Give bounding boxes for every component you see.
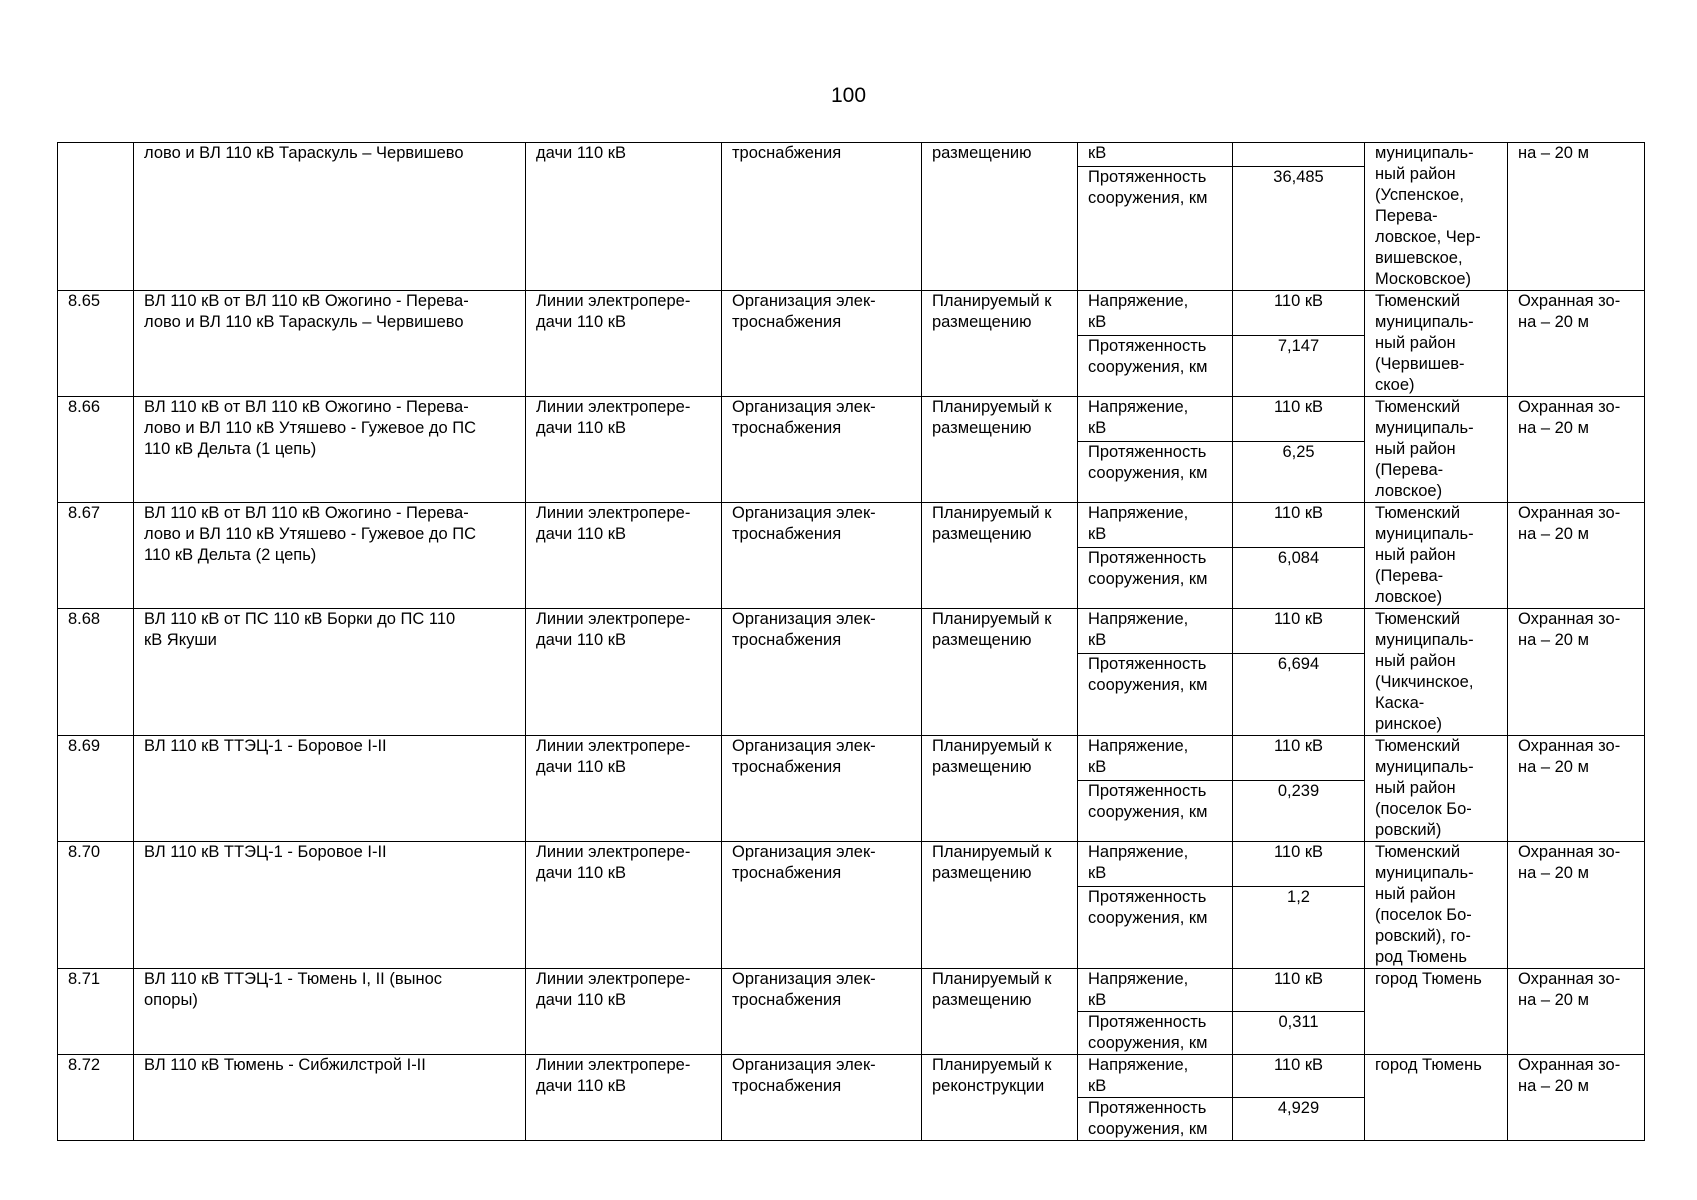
object-purpose-cell <box>722 397 922 503</box>
cell-line: (поселок Бо- <box>1375 906 1472 924</box>
cell-line: Напряжение, <box>1088 292 1189 310</box>
cell-line: Перева- <box>1375 207 1438 225</box>
cell-line: сооружения, км <box>1088 803 1208 822</box>
object-type-cell <box>526 503 722 609</box>
table-row <box>58 503 1645 548</box>
table-row <box>58 842 1645 887</box>
cell-line: Протяженность <box>1088 337 1207 356</box>
cell-line: троснабжения <box>732 525 842 543</box>
cell-line: троснабжения <box>732 313 842 331</box>
cell-line: Протяженность <box>1088 549 1207 568</box>
cell-line: лово и ВЛ 110 кВ Утяшево - Гужевое до ПС <box>144 525 477 543</box>
cell-line: кВ <box>1088 525 1107 543</box>
cell-line: Планируемый к <box>932 843 1052 861</box>
cell-line: размещению <box>932 144 1032 162</box>
cell-line: дачи 110 кВ <box>536 864 626 882</box>
cell-line: Организация элек- <box>732 504 876 522</box>
cell-line: кВ <box>1088 758 1107 776</box>
object-purpose-cell <box>722 969 922 1055</box>
object-type-cell <box>526 291 722 397</box>
object-purpose-cell <box>722 1055 922 1141</box>
page-number: 100 <box>830 84 867 107</box>
cell-line: Напряжение, <box>1088 610 1189 628</box>
cell-line: размещению <box>932 313 1032 331</box>
object-name-cell <box>134 969 526 1055</box>
cell-line: Тюменский <box>1375 610 1461 628</box>
object-status-cell <box>922 736 1078 842</box>
cell-line: ный район <box>1375 885 1456 903</box>
cell-line: на – 20 м <box>1518 864 1589 882</box>
cell-line: муниципаль- <box>1375 758 1474 776</box>
cell-line: Протяженность <box>1088 888 1207 907</box>
voltage-value-cell: 110 кВ <box>1233 969 1365 1012</box>
cell-line: кВ <box>1088 144 1107 162</box>
cell-line: ный район <box>1375 652 1456 670</box>
cell-line: Протяженность <box>1088 1099 1207 1117</box>
cell-line: Напряжение, <box>1088 737 1189 755</box>
cell-line: Линии электропере- <box>536 398 691 416</box>
item-number-cell <box>58 143 134 291</box>
cell-line: род Тюмень <box>1375 948 1467 966</box>
length-value-cell: 6,694 <box>1233 654 1365 736</box>
cell-line: ВЛ 110 кВ от ВЛ 110 кВ Ожогино - Перева- <box>144 504 469 522</box>
cell-line: Организация элек- <box>732 843 876 861</box>
cell-line: Линии электропере- <box>536 737 691 755</box>
cell-line: Московское) <box>1375 270 1472 288</box>
cell-line: Планируемый к <box>932 737 1052 755</box>
voltage-label-cell <box>1078 397 1233 442</box>
length-value-cell: 36,485 <box>1233 166 1365 290</box>
cell-line: муниципаль- <box>1375 631 1474 649</box>
object-name-cell <box>134 1055 526 1141</box>
cell-line: ринское) <box>1375 715 1443 733</box>
cell-line: Тюменский <box>1375 504 1461 522</box>
item-number-cell: 8.65 <box>58 291 134 397</box>
cell-line: кВ <box>1088 864 1107 882</box>
cell-line: ское) <box>1375 376 1415 394</box>
cell-line: Протяженность <box>1088 782 1207 801</box>
object-type-cell <box>526 1055 722 1141</box>
cell-line: Организация элек- <box>732 398 876 416</box>
cell-line: Протяженность <box>1088 1013 1207 1031</box>
voltage-value-cell: 110 кВ <box>1233 397 1365 442</box>
voltage-value-cell: 110 кВ <box>1233 736 1365 781</box>
cell-line: 110 кВ Дельта (2 цепь) <box>144 546 317 564</box>
protection-zone-cell <box>1508 842 1645 969</box>
voltage-label-cell <box>1078 291 1233 336</box>
length-label-cell <box>1078 781 1233 842</box>
cell-line: Тюменский <box>1375 843 1461 861</box>
object-name-cell <box>134 397 526 503</box>
cell-line: ВЛ 110 кВ ТТЭЦ-1 - Боровое I-II <box>144 843 387 861</box>
object-type-cell <box>526 609 722 736</box>
cell-line: Планируемый к <box>932 1056 1052 1074</box>
table-row <box>58 609 1645 654</box>
protection-zone-cell <box>1508 609 1645 736</box>
cell-line: размещению <box>932 419 1032 437</box>
continuation-row <box>58 143 1645 167</box>
voltage-value-cell: 110 кВ <box>1233 291 1365 336</box>
object-purpose-cell <box>722 842 922 969</box>
cell-line: 110 кВ Дельта (1 цепь) <box>144 440 317 458</box>
table-row <box>58 969 1645 1012</box>
cell-line: ный район <box>1375 334 1456 352</box>
object-name-cell <box>134 503 526 609</box>
object-status-cell <box>922 397 1078 503</box>
voltage-label-cell <box>1078 503 1233 548</box>
cell-line: дачи 110 кВ <box>536 525 626 543</box>
objects-table <box>57 142 1645 1141</box>
voltage-value-cell: 110 кВ <box>1233 609 1365 654</box>
object-name-cell <box>134 609 526 736</box>
length-value-cell: 0,311 <box>1233 1012 1365 1055</box>
cell-line: Напряжение, <box>1088 1056 1189 1074</box>
voltage-value-cell: 110 кВ <box>1233 503 1365 548</box>
cell-line: Организация элек- <box>732 970 876 988</box>
cell-line: Линии электропере- <box>536 843 691 861</box>
voltage-label-cell <box>1078 609 1233 654</box>
cell-line: сооружения, км <box>1088 188 1208 207</box>
item-number-cell: 8.68 <box>58 609 134 736</box>
object-status-cell <box>922 969 1078 1055</box>
cell-line: дачи 110 кВ <box>536 419 626 437</box>
cell-line: сооружения, км <box>1088 1034 1208 1052</box>
protection-zone-cell <box>1508 1055 1645 1141</box>
cell-line: на – 20 м <box>1518 419 1589 437</box>
cell-line: кВ <box>1088 1077 1107 1095</box>
cell-line: дачи 110 кВ <box>536 991 626 1009</box>
cell-line: сооружения, км <box>1088 676 1208 695</box>
cell-line: на – 20 м <box>1518 144 1589 162</box>
cell-line: троснабжения <box>732 758 842 776</box>
object-purpose-cell <box>722 503 922 609</box>
cell-line: Охранная зо- <box>1518 610 1621 628</box>
cell-line: кВ Якуши <box>144 631 217 649</box>
table-row <box>58 736 1645 781</box>
cell-line: троснабжения <box>732 864 842 882</box>
cell-line: дачи 110 кВ <box>536 313 626 331</box>
cell-line: кВ <box>1088 419 1107 437</box>
cell-line: Линии электропере- <box>536 610 691 628</box>
cell-line: Планируемый к <box>932 398 1052 416</box>
cell-line: ВЛ 110 кВ от ПС 110 кВ Борки до ПС 110 <box>144 610 456 628</box>
cell-line: на – 20 м <box>1518 1077 1589 1095</box>
item-number-cell: 8.67 <box>58 503 134 609</box>
cell-line: ровский) <box>1375 821 1442 839</box>
cell-line: размещению <box>932 991 1032 1009</box>
cell-line: троснабжения <box>732 144 842 162</box>
cell-line: Планируемый к <box>932 610 1052 628</box>
cell-line: Охранная зо- <box>1518 737 1621 755</box>
table-row <box>58 291 1645 336</box>
cell-line: ВЛ 110 кВ от ВЛ 110 кВ Ожогино - Перева- <box>144 292 469 310</box>
cell-line: дачи 110 кВ <box>536 1077 626 1095</box>
cell-line: город Тюмень <box>1375 1056 1482 1074</box>
cell-line: Охранная зо- <box>1518 292 1621 310</box>
cell-line: (Перева- <box>1375 567 1444 585</box>
length-label-cell <box>1078 654 1233 736</box>
item-number-cell: 8.66 <box>58 397 134 503</box>
length-value-cell: 0,239 <box>1233 781 1365 842</box>
object-type-cell <box>526 143 722 291</box>
cell-line: на – 20 м <box>1518 758 1589 776</box>
cell-line: сооружения, км <box>1088 358 1208 377</box>
cell-line: Охранная зо- <box>1518 504 1621 522</box>
voltage-value-cell <box>1233 143 1365 167</box>
cell-line: ВЛ 110 кВ ТТЭЦ-1 - Боровое I-II <box>144 737 387 755</box>
cell-line: Протяженность <box>1088 167 1207 186</box>
location-cell <box>1365 143 1508 291</box>
table-row <box>58 1055 1645 1098</box>
cell-line: ловское, Чер- <box>1375 228 1481 246</box>
length-value-cell: 4,929 <box>1233 1098 1365 1141</box>
cell-line: муниципаль- <box>1375 144 1474 162</box>
cell-line: размещению <box>932 758 1032 776</box>
voltage-label-cell <box>1078 736 1233 781</box>
voltage-value-cell: 110 кВ <box>1233 1055 1365 1098</box>
item-number-cell: 8.72 <box>58 1055 134 1141</box>
cell-line: сооружения, км <box>1088 1120 1208 1138</box>
cell-line: Каска- <box>1375 694 1425 712</box>
object-status-cell <box>922 842 1078 969</box>
item-number-cell: 8.69 <box>58 736 134 842</box>
cell-line: Организация элек- <box>732 610 876 628</box>
cell-line: лово и ВЛ 110 кВ Утяшево - Гужевое до ПС <box>144 419 477 437</box>
object-name-cell <box>134 842 526 969</box>
length-label-cell <box>1078 1012 1233 1055</box>
cell-line: кВ <box>1088 991 1107 1009</box>
cell-line: (Перева- <box>1375 461 1444 479</box>
object-name-cell <box>134 291 526 397</box>
cell-line: на – 20 м <box>1518 991 1589 1009</box>
location-cell <box>1365 397 1508 503</box>
object-status-cell <box>922 609 1078 736</box>
cell-line: ный район <box>1375 779 1456 797</box>
object-purpose-cell <box>722 291 922 397</box>
cell-line: Линии электропере- <box>536 1056 691 1074</box>
cell-line: ный район <box>1375 165 1456 183</box>
cell-line: Напряжение, <box>1088 504 1189 522</box>
cell-line: Организация элек- <box>732 1056 876 1074</box>
cell-line: (Успенское, <box>1375 186 1464 204</box>
item-number-cell: 8.71 <box>58 969 134 1055</box>
cell-line: муниципаль- <box>1375 525 1474 543</box>
protection-zone-cell <box>1508 397 1645 503</box>
length-label-cell <box>1078 887 1233 969</box>
cell-line: лово и ВЛ 110 кВ Тараскуль – Червишево <box>144 144 464 162</box>
cell-line: ровский), го- <box>1375 927 1471 945</box>
cell-line: троснабжения <box>732 991 842 1009</box>
cell-line: кВ <box>1088 313 1107 331</box>
object-purpose-cell <box>722 736 922 842</box>
protection-zone-cell <box>1508 969 1645 1055</box>
cell-line: кВ <box>1088 631 1107 649</box>
object-status-cell <box>922 1055 1078 1141</box>
location-cell <box>1365 842 1508 969</box>
cell-line: на – 20 м <box>1518 313 1589 331</box>
cell-line: лово и ВЛ 110 кВ Тараскуль – Червишево <box>144 313 464 331</box>
cell-line: Протяженность <box>1088 655 1207 674</box>
voltage-label-cell <box>1078 143 1233 167</box>
cell-line: ловское) <box>1375 588 1443 606</box>
cell-line: Охранная зо- <box>1518 398 1621 416</box>
cell-line: дачи 110 кВ <box>536 631 626 649</box>
cell-line: Организация элек- <box>732 737 876 755</box>
location-cell <box>1365 1055 1508 1141</box>
cell-line: троснабжения <box>732 631 842 649</box>
cell-line: Планируемый к <box>932 970 1052 988</box>
object-status-cell <box>922 503 1078 609</box>
cell-line: Напряжение, <box>1088 398 1189 416</box>
cell-line: Планируемый к <box>932 504 1052 522</box>
cell-line: Напряжение, <box>1088 970 1189 988</box>
cell-line: Тюменский <box>1375 737 1461 755</box>
protection-zone-cell <box>1508 143 1645 291</box>
protection-zone-cell <box>1508 736 1645 842</box>
cell-line: Охранная зо- <box>1518 1056 1621 1074</box>
voltage-value-cell: 110 кВ <box>1233 842 1365 887</box>
protection-zone-cell <box>1508 291 1645 397</box>
object-status-cell <box>922 143 1078 291</box>
object-purpose-cell <box>722 143 922 291</box>
cell-line: троснабжения <box>732 1077 842 1095</box>
object-type-cell <box>526 736 722 842</box>
cell-line: Линии электропере- <box>536 970 691 988</box>
cell-line: вишевское, <box>1375 249 1463 267</box>
cell-line: ловское) <box>1375 482 1443 500</box>
object-type-cell <box>526 842 722 969</box>
cell-line: на – 20 м <box>1518 631 1589 649</box>
cell-line: Тюменский <box>1375 398 1461 416</box>
cell-line: (Червишев- <box>1375 355 1465 373</box>
cell-line: (поселок Бо- <box>1375 800 1472 818</box>
object-status-cell <box>922 291 1078 397</box>
object-type-cell <box>526 969 722 1055</box>
location-cell <box>1365 969 1508 1055</box>
length-label-cell <box>1078 336 1233 397</box>
cell-line: ный район <box>1375 546 1456 564</box>
cell-line: на – 20 м <box>1518 525 1589 543</box>
location-cell <box>1365 736 1508 842</box>
item-number-cell: 8.70 <box>58 842 134 969</box>
object-purpose-cell <box>722 609 922 736</box>
cell-line: Напряжение, <box>1088 843 1189 861</box>
cell-line: Планируемый к <box>932 292 1052 310</box>
protection-zone-cell <box>1508 503 1645 609</box>
cell-line: (Чикчинское, <box>1375 673 1474 691</box>
cell-line: муниципаль- <box>1375 864 1474 882</box>
cell-line: Охранная зо- <box>1518 843 1621 861</box>
cell-line: Протяженность <box>1088 443 1207 462</box>
location-cell <box>1365 503 1508 609</box>
voltage-label-cell <box>1078 842 1233 887</box>
length-value-cell: 7,147 <box>1233 336 1365 397</box>
voltage-label-cell <box>1078 969 1233 1012</box>
cell-line: ВЛ 110 кВ Тюмень - Сибжилстрой I-II <box>144 1056 426 1074</box>
object-type-cell <box>526 397 722 503</box>
length-value-cell: 6,084 <box>1233 548 1365 609</box>
length-label-cell <box>1078 166 1233 290</box>
cell-line: сооружения, км <box>1088 570 1208 589</box>
length-value-cell: 1,2 <box>1233 887 1365 969</box>
cell-line: Линии электропере- <box>536 292 691 310</box>
length-value-cell: 6,25 <box>1233 442 1365 503</box>
cell-line: размещению <box>932 864 1032 882</box>
cell-line: ВЛ 110 кВ ТТЭЦ-1 - Тюмень I, II (вынос <box>144 970 443 988</box>
cell-line: город Тюмень <box>1375 970 1482 988</box>
cell-line: размещению <box>932 525 1032 543</box>
cell-line: Тюменский <box>1375 292 1461 310</box>
cell-line: сооружения, км <box>1088 909 1208 928</box>
cell-line: муниципаль- <box>1375 313 1474 331</box>
cell-line: троснабжения <box>732 419 842 437</box>
cell-line: Организация элек- <box>732 292 876 310</box>
length-label-cell <box>1078 1098 1233 1141</box>
cell-line: ВЛ 110 кВ от ВЛ 110 кВ Ожогино - Перева- <box>144 398 469 416</box>
cell-line: ный район <box>1375 440 1456 458</box>
object-name-cell <box>134 143 526 291</box>
cell-line: Линии электропере- <box>536 504 691 522</box>
cell-line: реконструкции <box>932 1077 1045 1095</box>
voltage-label-cell <box>1078 1055 1233 1098</box>
cell-line: Охранная зо- <box>1518 970 1621 988</box>
object-name-cell <box>134 736 526 842</box>
table-row <box>58 397 1645 442</box>
cell-line: муниципаль- <box>1375 419 1474 437</box>
cell-line: опоры) <box>144 991 198 1009</box>
cell-line: размещению <box>932 631 1032 649</box>
location-cell <box>1365 291 1508 397</box>
location-cell <box>1365 609 1508 736</box>
cell-line: дачи 110 кВ <box>536 144 626 162</box>
length-label-cell <box>1078 548 1233 609</box>
cell-line: сооружения, км <box>1088 464 1208 483</box>
cell-line: дачи 110 кВ <box>536 758 626 776</box>
length-label-cell <box>1078 442 1233 503</box>
